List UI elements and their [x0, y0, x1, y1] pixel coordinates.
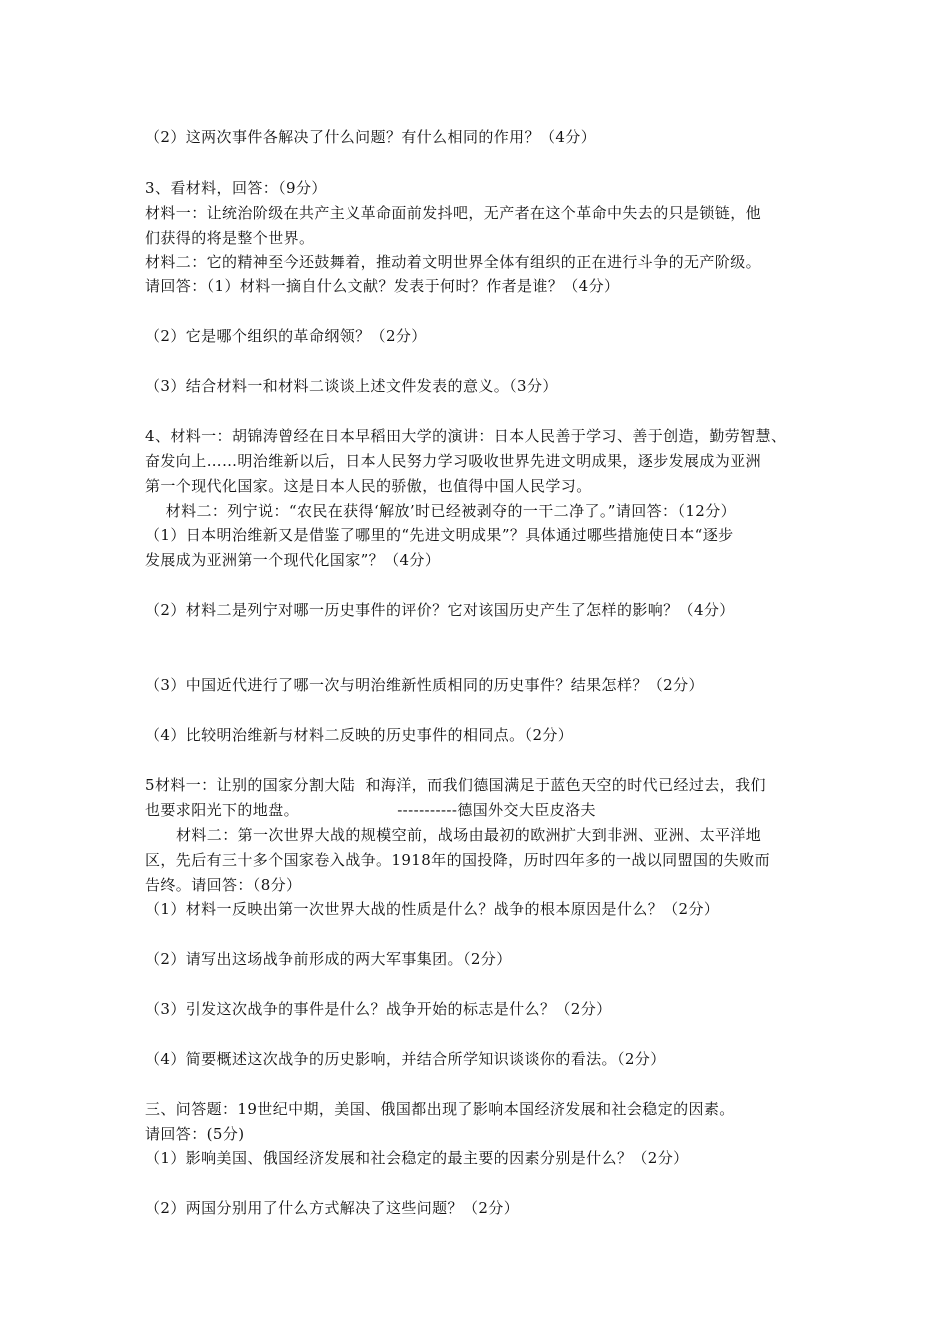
question-4-sub-2: （2）材料二是列宁对哪一历史事件的评价？它对该国历史产生了怎样的影响？（4分）: [145, 601, 735, 619]
question-5-material-1-line-2: 也要求阳光下的地盘。 -----------德国外交大臣皮洛夫: [145, 801, 596, 819]
question-4-material-1-line-3: 第一个现代化国家。这是日本人民的骄傲，也值得中国人民学习。: [145, 477, 592, 495]
question-5-material-2-line-1: 材料二：第一次世界大战的规模空前，战场由最初的欧洲扩大到非洲、亚洲、太平洋地: [145, 826, 762, 844]
question-3-sub-1: 请回答：（1）材料一摘自什么文献？发表于何时？作者是谁？（4分）: [145, 277, 620, 295]
section-3-prompt: 请回答：(5分): [145, 1125, 245, 1143]
question-5-sub-2: （2）请写出这场战争前形成的两大军事集团。（2分）: [145, 950, 512, 968]
question-4-material-1-line-2: 奋发向上……明治维新以后，日本人民努力学习吸收世界先进文明成果，逐步发展成为亚洲: [145, 452, 762, 470]
question-3-material-2: 材料二：它的精神至今还鼓舞着，推动着文明世界全体有组织的正在进行斗争的无产阶级。: [145, 253, 762, 271]
question-5-sub-3: （3）引发这次战争的事件是什么？战争开始的标志是什么？（2分）: [145, 1000, 612, 1018]
question-4-sub-1-line-2: 发展成为亚洲第一个现代化国家”？（4分）: [145, 551, 441, 569]
question-4-sub-1-line-1: （1）日本明治维新又是借鉴了哪里的“先进文明成果”？具体通过哪些措施使日本“逐步: [145, 526, 734, 544]
section-3-heading: 三、问答题：19世纪中期，美国、俄国都出现了影响本国经济发展和社会稳定的因素。: [145, 1100, 735, 1118]
question-4-material-1-line-1: 4、材料一：胡锦涛曾经在日本早稻田大学的演讲：日本人民善于学习、善于创造，勤劳智慧、: [145, 427, 787, 445]
question-3-sub-2: （2）它是哪个组织的革命纲领？（2分）: [145, 327, 427, 345]
question-4-material-2: 材料二：列宁说：“农民在获得‘解放’时已经被剥夺的一干二净了。”请回答：（12分）: [145, 502, 737, 520]
question-5-material-1-line-1: 5材料一：让别的国家分割大陆 和海洋，而我们德国满足于蓝色天空的时代已经过去，我们: [145, 776, 766, 794]
question-3-material-1-line-1: 材料一：让统治阶级在共产主义革命面前发抖吧，无产者在这个革命中失去的只是锁链，他: [145, 204, 762, 222]
question-3-sub-3: （3）结合材料一和材料二谈谈上述文件发表的意义。（3分）: [145, 377, 558, 395]
section-3-sub-1: （1）影响美国、俄国经济发展和社会稳定的最主要的因素分别是什么？（2分）: [145, 1149, 689, 1167]
question-5-sub-1: （1）材料一反映出第一次世界大战的性质是什么？战争的根本原因是什么？（2分）: [145, 900, 720, 918]
question-4-sub-3: （3）中国近代进行了哪一次与明治维新性质相同的历史事件？结果怎样？（2分）: [145, 676, 704, 694]
question-4-sub-4: （4）比较明治维新与材料二反映的历史事件的相同点。（2分）: [145, 726, 574, 744]
section-3-sub-2: （2）两国分别用了什么方式解决了这些问题？（2分）: [145, 1199, 520, 1217]
question-5-sub-4: （4）简要概述这次战争的历史影响，并结合所学知识谈谈你的看法。（2分）: [145, 1050, 666, 1068]
question-3-heading: 3、看材料，回答：（9分）: [145, 179, 327, 197]
question-3-material-1-line-2: 们获得的将是整个世界。: [145, 229, 315, 247]
question-5-material-2-line-2: 区，先后有三十多个国家卷入战争。1918年的国投降，历时四年多的一战以同盟国的失败而: [145, 851, 770, 869]
question-2-2: （2）这两次事件各解决了什么问题？有什么相同的作用？（4分）: [145, 128, 597, 146]
question-5-material-2-line-3: 告终。请回答：（8分）: [145, 876, 302, 894]
